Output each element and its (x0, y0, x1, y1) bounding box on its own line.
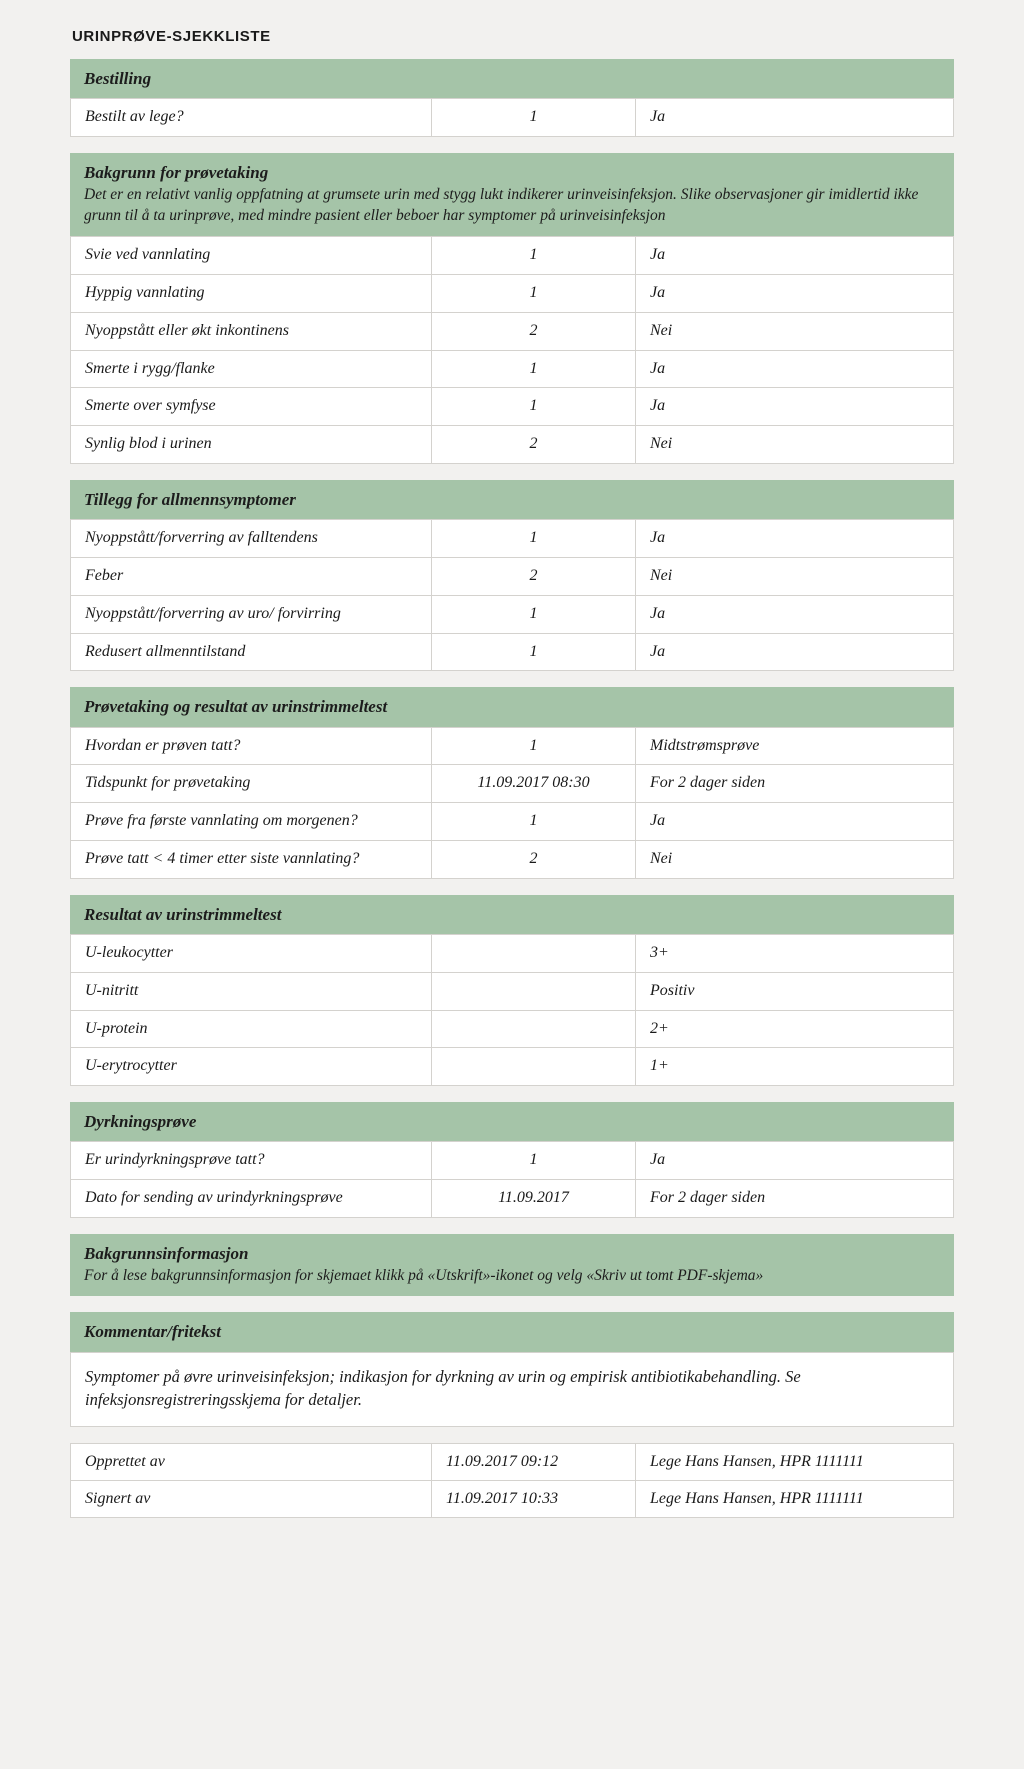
signature-label: Opprettet av (71, 1444, 432, 1481)
row-label: Dato for sending av urindyrkningsprøve (71, 1180, 432, 1218)
section-table (70, 1141, 954, 1218)
table-row (71, 1180, 954, 1218)
signature-date: 11.09.2017 10:33 (432, 1481, 636, 1518)
table-row (71, 727, 954, 765)
row-value: For 2 dager siden (636, 765, 954, 803)
row-code: 1 (432, 350, 636, 388)
row-label: Synlig blod i urinen (71, 426, 432, 464)
comment-text-box (70, 1352, 954, 1428)
section-header (70, 1102, 954, 1141)
row-label: U-protein (71, 1010, 432, 1048)
section-tillegg-for-allmennsymptomer (70, 480, 954, 671)
section-title: Kommentar/fritekst (84, 1322, 221, 1342)
signature-person: Lege Hans Hansen, HPR 1111111 (636, 1444, 954, 1481)
table-row (71, 237, 954, 275)
row-label: Hyppig vannlating (71, 274, 432, 312)
table-row (71, 274, 954, 312)
row-code: 1 (432, 595, 636, 633)
row-label: U-leukocytter (71, 935, 432, 973)
table-row (71, 595, 954, 633)
section-header (70, 1312, 954, 1351)
row-value: Ja (636, 274, 954, 312)
section-title: Prøvetaking og resultat av urinstrimmeltest (84, 697, 388, 717)
section-description: For å lese bakgrunnsinformasjon for skjemaet klikk på «Utskrift»-ikonet og velg «Skriv ut tomt PDF-skjema» (84, 1267, 764, 1285)
table-row (71, 426, 954, 464)
row-value: Ja (636, 633, 954, 671)
row-value: Nei (636, 557, 954, 595)
section-bakgrunnsinformasjon (70, 1234, 954, 1296)
row-code: 2 (432, 557, 636, 595)
row-code: 1 (432, 99, 636, 137)
row-label: Redusert allmenntilstand (71, 633, 432, 671)
section-title: Tillegg for allmennsymptomer (84, 489, 296, 509)
row-label: Tidspunkt for prøvetaking (71, 765, 432, 803)
row-code: 1 (432, 633, 636, 671)
section-header (70, 1234, 954, 1296)
row-code: 1 (432, 1142, 636, 1180)
signature-label: Signert av (71, 1481, 432, 1518)
row-value: Ja (636, 237, 954, 275)
row-code (432, 1048, 636, 1086)
section-table (70, 98, 954, 137)
section-title: Bestilling (84, 69, 152, 88)
table-row (71, 935, 954, 973)
page-title: URINPRØVE-SJEKKLISTE (72, 28, 271, 45)
section-table (70, 727, 954, 879)
table-row (71, 1481, 954, 1518)
table-row (71, 99, 954, 137)
section-header (70, 895, 954, 934)
section-dyrkningsprove (70, 1102, 954, 1218)
table-row (71, 312, 954, 350)
row-code: 11.09.2017 08:30 (432, 765, 636, 803)
row-value: Ja (636, 350, 954, 388)
section-header (70, 153, 954, 236)
row-value: Nei (636, 426, 954, 464)
section-header (70, 59, 954, 98)
row-code: 2 (432, 841, 636, 879)
row-label: Feber (71, 557, 432, 595)
section-header (70, 687, 954, 726)
signature-person: Lege Hans Hansen, HPR 1111111 (636, 1481, 954, 1518)
row-value: Nei (636, 312, 954, 350)
table-row (71, 520, 954, 558)
section-bestilling (70, 59, 954, 137)
comment-text: Symptomer på øvre urinveisinfeksjon; indikasjon for dyrkning av urin og empirisk antibiotikabehandling. Se infeksjonsregistreringsskjema for detaljer. (85, 1366, 801, 1410)
row-label: Nyoppstått/forverring av uro/ forvirring (71, 595, 432, 633)
table-row (71, 972, 954, 1010)
row-code: 1 (432, 237, 636, 275)
table-row (71, 1444, 954, 1481)
table-row (71, 765, 954, 803)
section-table (70, 934, 954, 1086)
table-row (71, 557, 954, 595)
row-value: 2+ (636, 1010, 954, 1048)
row-value: Ja (636, 803, 954, 841)
signature-date: 11.09.2017 09:12 (432, 1444, 636, 1481)
section-resultat-av-urinstrimmeltest (70, 895, 954, 1086)
section-header (70, 480, 954, 519)
row-label: U-nitritt (71, 972, 432, 1010)
row-value: 1+ (636, 1048, 954, 1086)
row-value: Ja (636, 388, 954, 426)
row-value: Ja (636, 520, 954, 558)
table-row (71, 841, 954, 879)
section-kommentar-fritekst (70, 1312, 954, 1427)
row-value: 3+ (636, 935, 954, 973)
row-code: 2 (432, 312, 636, 350)
table-row (71, 633, 954, 671)
row-label: Prøve fra første vannlating om morgenen? (71, 803, 432, 841)
section-title: Bakgrunnsinformasjon (84, 1244, 249, 1264)
table-row (71, 1048, 954, 1086)
row-label: Nyoppstått/forverring av falltendens (71, 520, 432, 558)
row-label: Svie ved vannlating (71, 237, 432, 275)
table-row (71, 350, 954, 388)
row-value: Ja (636, 595, 954, 633)
section-provetaking-og-resultat (70, 687, 954, 878)
row-value: Ja (636, 1142, 954, 1180)
row-code: 1 (432, 803, 636, 841)
section-table (70, 519, 954, 671)
row-label: Smerte i rygg/flanke (71, 350, 432, 388)
row-value: Positiv (636, 972, 954, 1010)
table-row (71, 1142, 954, 1180)
row-code: 1 (432, 520, 636, 558)
row-label: U-erytrocytter (71, 1048, 432, 1086)
row-code: 11.09.2017 (432, 1180, 636, 1218)
section-bakgrunn-for-provetaking (70, 153, 954, 464)
row-value: For 2 dager siden (636, 1180, 954, 1218)
row-value: Ja (636, 99, 954, 137)
row-code (432, 935, 636, 973)
row-label: Hvordan er prøven tatt? (71, 727, 432, 765)
row-code (432, 1010, 636, 1048)
row-code: 1 (432, 274, 636, 312)
row-label: Bestilt av lege? (71, 99, 432, 137)
row-label: Er urindyrkningsprøve tatt? (71, 1142, 432, 1180)
section-table (70, 236, 954, 464)
table-row (71, 388, 954, 426)
row-label: Prøve tatt < 4 timer etter siste vannlating? (71, 841, 432, 879)
row-code: 1 (432, 388, 636, 426)
section-title: Resultat av urinstrimmeltest (84, 904, 282, 924)
section-title: Bakgrunn for prøvetaking (84, 163, 269, 183)
signature-table (70, 1443, 954, 1518)
row-label: Smerte over symfyse (71, 388, 432, 426)
row-value: Midtstrømsprøve (636, 727, 954, 765)
section-title: Dyrkningsprøve (84, 1112, 197, 1132)
table-row (71, 1010, 954, 1048)
row-code: 2 (432, 426, 636, 464)
row-value: Nei (636, 841, 954, 879)
row-code (432, 972, 636, 1010)
row-code: 1 (432, 727, 636, 765)
section-description: Det er en relativt vanlig oppfatning at grumsete urin med stygg lukt indikerer urinveisinfeksjon. Slike observasjoner gir imidlertid ikke grunn til å ta urinprøve, med mindre pasient eller beboer har symptomer på urinveisinfeksjon (84, 186, 919, 225)
row-label: Nyoppstått eller økt inkontinens (71, 312, 432, 350)
table-row (71, 803, 954, 841)
